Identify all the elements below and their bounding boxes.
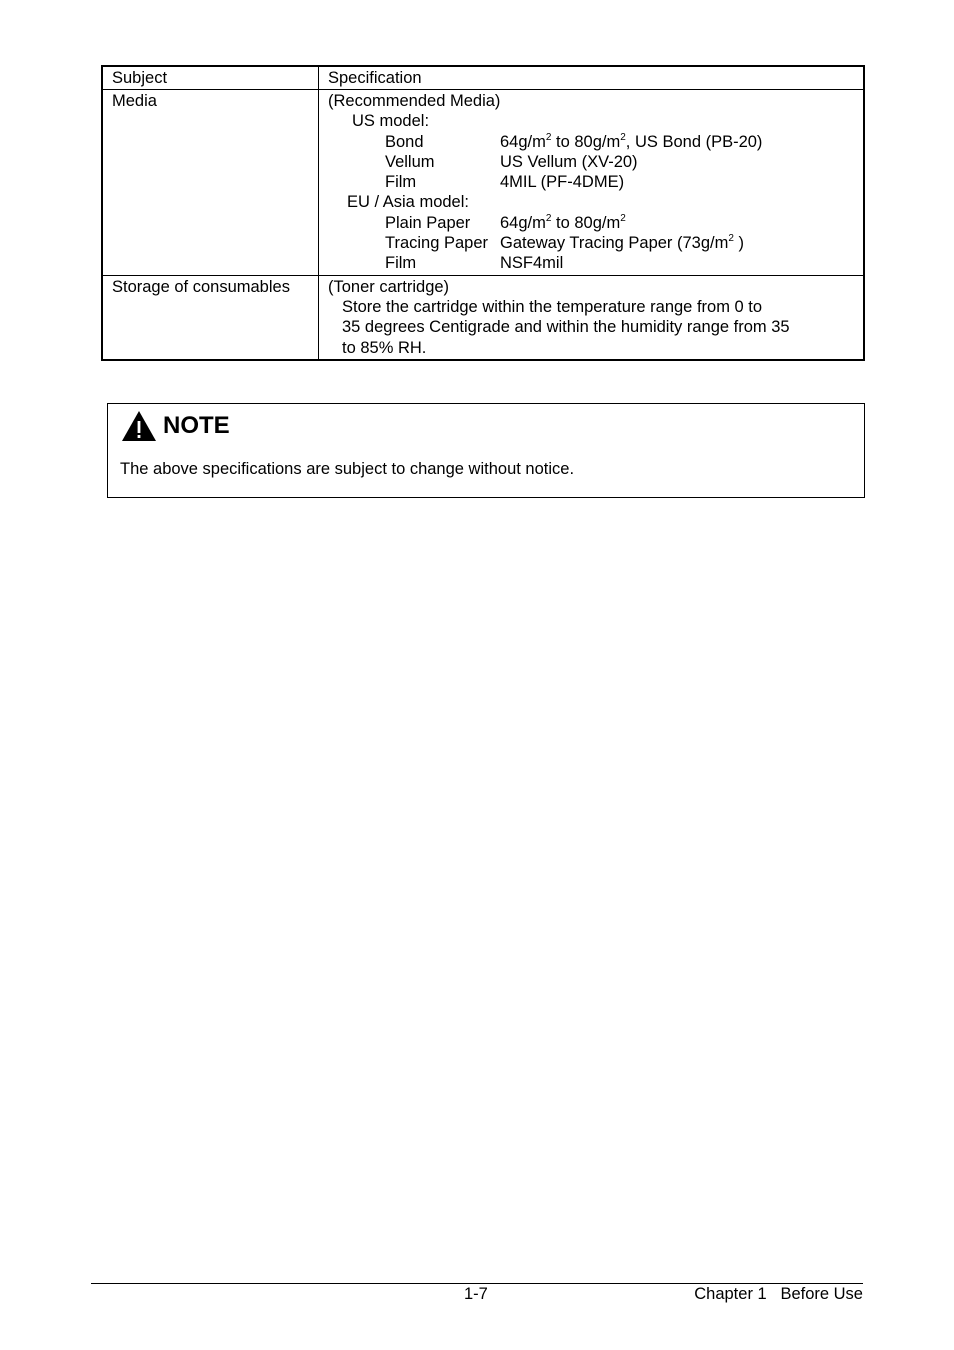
storage-spec-cell xyxy=(319,275,865,360)
table-row-media xyxy=(102,90,864,276)
table-header-row xyxy=(102,66,864,90)
storage-intro: (Toner cartridge) xyxy=(328,277,450,296)
eu-item-film: Film NSF4mil xyxy=(385,254,564,273)
specification-table xyxy=(101,65,865,361)
page-number: 1-7 xyxy=(464,1285,488,1303)
eu-item-tracing-paper: Tracing Paper Gateway Tracing Paper ($73g/m^2$ ) xyxy=(385,233,745,253)
storage-line: 35 degrees Centigrade and within the humidity range from 35 xyxy=(342,318,790,337)
media-spec-cell xyxy=(319,90,865,276)
media-subject-cell: Media xyxy=(102,90,319,276)
note-title: NOTE xyxy=(163,412,230,439)
us-model-label: US model: xyxy=(352,112,430,131)
storage-subject-cell: Storage of consumables xyxy=(102,275,319,360)
us-item-film: Film 4MIL (PF-4DME) xyxy=(385,173,625,192)
header-subject: Subject xyxy=(102,66,319,90)
eu-model-label: EU / Asia model: xyxy=(347,193,469,212)
warning-triangle-icon xyxy=(121,410,157,442)
footer-divider xyxy=(91,1283,863,1284)
storage-line: to 85% RH. xyxy=(342,338,427,357)
chapter-title: Chapter 1 Before Use xyxy=(694,1285,863,1303)
eu-item-plain-paper: Plain Paper $64g/m^2$ to $80g/m^2$ xyxy=(385,212,626,232)
note-box xyxy=(107,403,865,498)
header-specification: Specification xyxy=(319,66,865,90)
media-intro: (Recommended Media) xyxy=(328,92,501,110)
note-text: The above specifications are subject to change without notice. xyxy=(120,460,575,478)
table-row-storage xyxy=(102,275,864,360)
note-header xyxy=(121,410,230,442)
us-item-bond: Bond $64g/m^2$ to $80g/m^2$, US Bond (PB-20) xyxy=(385,131,763,151)
us-item-vellum: Vellum US Vellum (XV-20) xyxy=(385,152,638,171)
storage-line: Store the cartridge within the temperature range from 0 to xyxy=(342,297,763,316)
